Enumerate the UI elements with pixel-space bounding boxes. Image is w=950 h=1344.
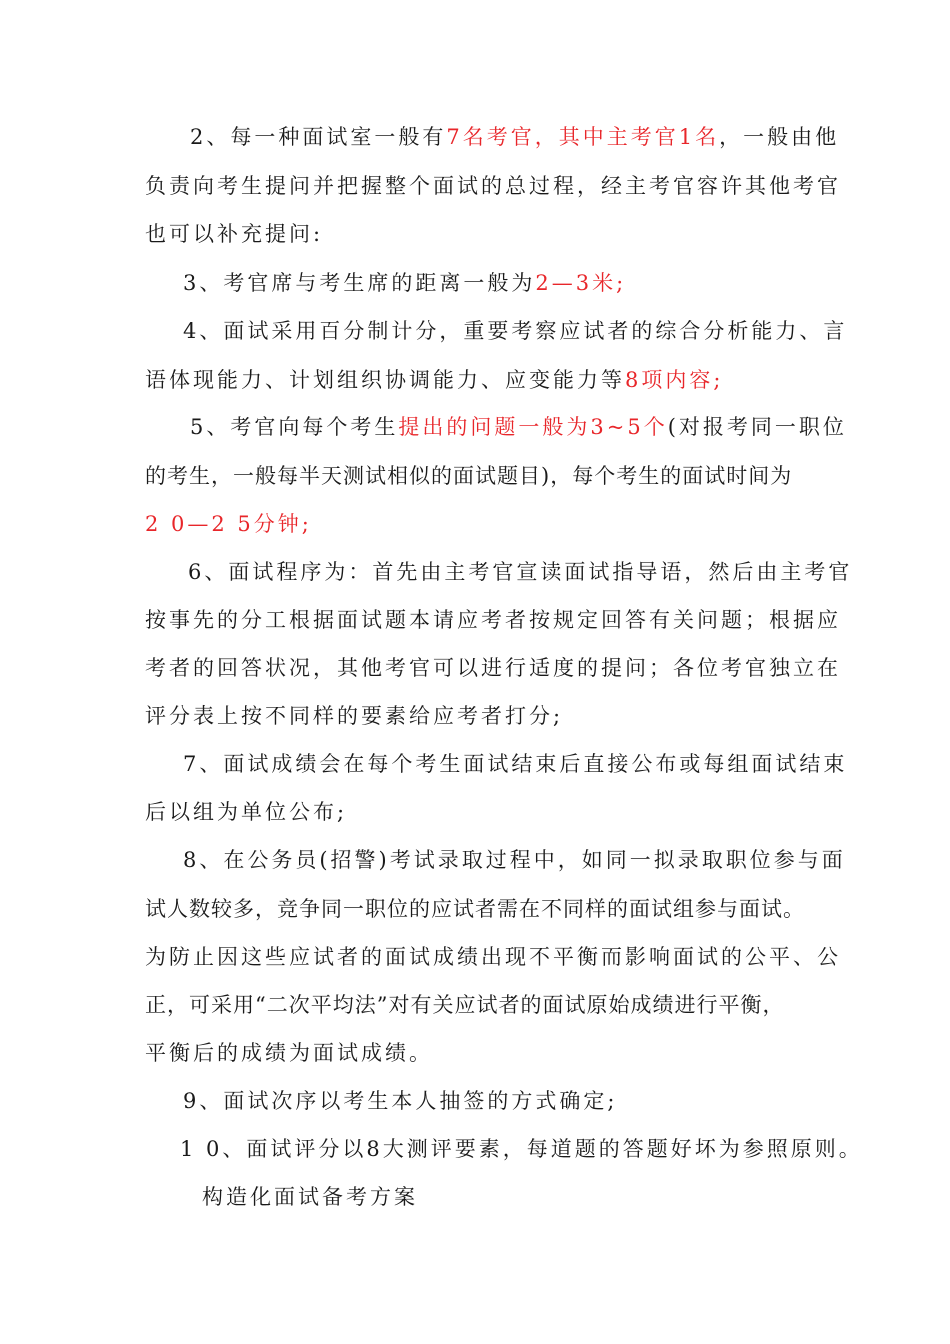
p4-line-3: 2 0—2 5分钟; — [145, 512, 312, 536]
p5-line-3: 考者的回答状况，其他考官可以进行适度的提问；各位考官独立在 — [145, 656, 841, 680]
p6-line-1: 7、面试成绩会在每个考生面试结束后直接公布或每组面试结束 — [183, 752, 848, 776]
p7-line-4: 正，可采用“二次平均法”对有关应试者的面试原始成绩进行平衡， — [145, 993, 785, 1017]
p7-line-5: 平衡后的成绩为面试成绩。 — [145, 1041, 433, 1065]
p1-line-1: 2、每一种面试室一般有7名考官，其中主考官1名，一般由他 — [190, 125, 840, 149]
p8-line-1: 9、面试次序以考生本人抽签的方式确定; — [183, 1089, 618, 1113]
p5-line-4: 评分表上按不同样的要素给应考者打分; — [145, 704, 564, 728]
p7-line-2: 试人数较多，竞争同一职位的应试者需在不同样的面试组参与面试。 — [145, 897, 805, 921]
p7-line-3: 为防止因这些应试者的面试成绩出现不平衡而影响面试的公平、公 — [145, 945, 841, 969]
p3-line-1: 4、面试采用百分制计分，重要考察应试者的综合分析能力、言 — [183, 319, 848, 343]
p3-line-2: 语体现能力、计划组织协调能力、应变能力等8项内容; — [145, 368, 724, 392]
p6-line-2: 后以组为单位公布; — [145, 800, 348, 824]
p5-line-1: 6、面试程序为：首先由主考官宣读面试指导语，然后由主考官 — [188, 560, 853, 584]
p1-line-3: 也可以补充提问: — [145, 222, 324, 246]
p9-line-1: 1 0、面试评分以8大测评要素，每道题的答题好坏为参照原则。 — [180, 1137, 863, 1161]
p4-line-2: 的考生，一般每半天测试相似的面试题目)，每个考生的面试时间为 — [145, 464, 793, 488]
p4-line-1: 5、考官向每个考生提出的问题一般为3~5个(对报考同一职位 — [190, 415, 847, 439]
p2-line-1: 3、考官席与考生席的距离一般为2—3米; — [183, 271, 627, 295]
p7-line-1: 8、在公务员(招警)考试录取过程中，如同一拟录取职位参与面 — [183, 848, 846, 872]
p5-line-2: 按事先的分工根据面试题本请应考者按规定回答有关问题；根据应 — [145, 608, 841, 632]
p1-line-2: 负责向考生提问并把握整个面试的总过程，经主考官容许其他考官 — [145, 174, 841, 198]
section-title: 构造化面试备考方案 — [202, 1185, 418, 1209]
